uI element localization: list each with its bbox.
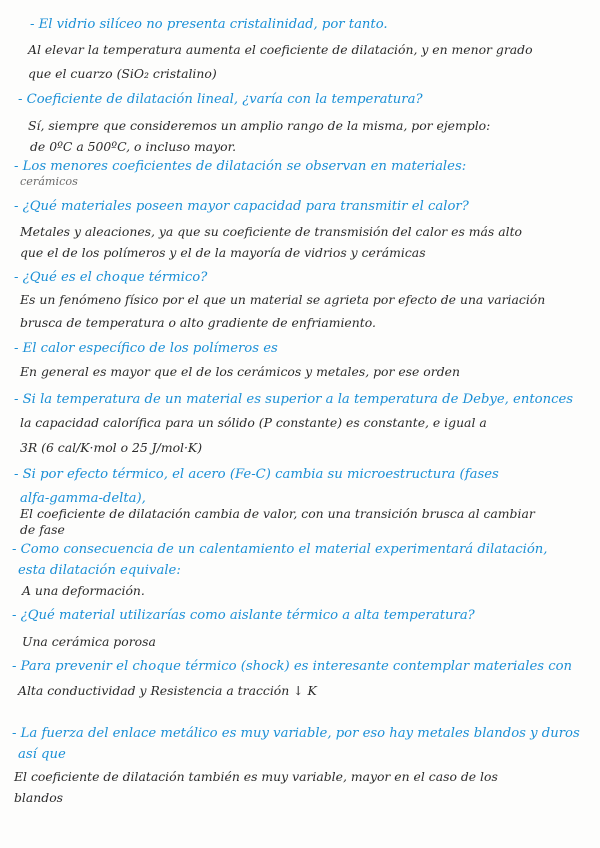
question-line: - Los menores coeficientes de dilatación se observan en materiales:	[14, 159, 467, 174]
question-line: así que	[18, 747, 66, 762]
question-line: - ¿Qué material utilizarías como aislante térmico a alta temperatura?	[12, 608, 475, 623]
answer-line: El coeficiente de dilatación también es muy variable, mayor en el caso de los	[14, 769, 498, 784]
question-line: alfa-gamma-delta),	[20, 491, 146, 506]
question-line: - Para prevenir el choque térmico (shock) es interesante contemplar materiales con	[12, 659, 573, 674]
question-line: - Si por efecto térmico, el acero (Fe-C) cambia su microestructura (fases	[14, 467, 499, 482]
question-line: - Si la temperatura de un material es superior a la temperatura de Debye, entonces	[14, 392, 574, 407]
question-line: - Como consecuencia de un calentamiento el material experimentará dilatación,	[12, 542, 548, 557]
answer-line: de 0ºC a 500ºC, o incluso mayor.	[30, 139, 237, 154]
answer-line: Metales y aleaciones, ya que su coeficiente de transmisión del calor es más alto	[20, 224, 523, 239]
answer-line: A una deformación.	[22, 583, 145, 598]
answer-line: Sí, siempre que consideremos un amplio rango de la misma, por ejemplo:	[28, 118, 491, 133]
question-line: - Coeficiente de dilatación lineal, ¿varía con la temperatura?	[18, 92, 423, 107]
answer-line: Es un fenómeno físico por el que un material se agrieta por efecto de una variación	[20, 292, 546, 307]
answer-line: 3R (6 cal/K·mol o 25 J/mol·K)	[20, 440, 203, 455]
answer-line: Al elevar la temperatura aumenta el coeficiente de dilatación, y en menor grado	[28, 42, 533, 57]
answer-line: Una cerámica porosa	[22, 634, 156, 649]
answer-line: de fase	[20, 522, 65, 537]
question-line: - El vidrio silíceo no presenta cristalinidad, por tanto.	[30, 17, 388, 32]
question-line: - ¿Qué es el choque térmico?	[14, 270, 208, 285]
answer-line: la capacidad calorífica para un sólido (P constante) es constante, e igual a	[20, 415, 487, 430]
answer-line: El coeficiente de dilatación cambia de valor, con una transición brusca al cambiar	[20, 506, 535, 521]
answer-line: blandos	[14, 790, 64, 805]
answer-line: Alta conductividad y Resistencia a tracción ↓ K	[18, 683, 317, 698]
question-line: esta dilatación equivale:	[18, 563, 181, 578]
answer-line: que el de los polímeros y el de la mayoría de vidrios y cerámicas	[20, 245, 426, 260]
question-line: - ¿Qué materiales poseen mayor capacidad para transmitir el calor?	[14, 199, 469, 214]
answer-line: que el cuarzo (SiO₂ cristalino)	[28, 66, 217, 81]
answer-line: brusca de temperatura o alto gradiente de enfriamiento.	[20, 315, 376, 330]
answer-line: cerámicos	[20, 175, 78, 188]
question-line: - El calor específico de los polímeros es	[14, 341, 278, 356]
question-line: - La fuerza del enlace metálico es muy variable, por eso hay metales blandos y duros	[12, 726, 580, 741]
answer-line: En general es mayor que el de los cerámicos y metales, por ese orden	[20, 364, 460, 379]
